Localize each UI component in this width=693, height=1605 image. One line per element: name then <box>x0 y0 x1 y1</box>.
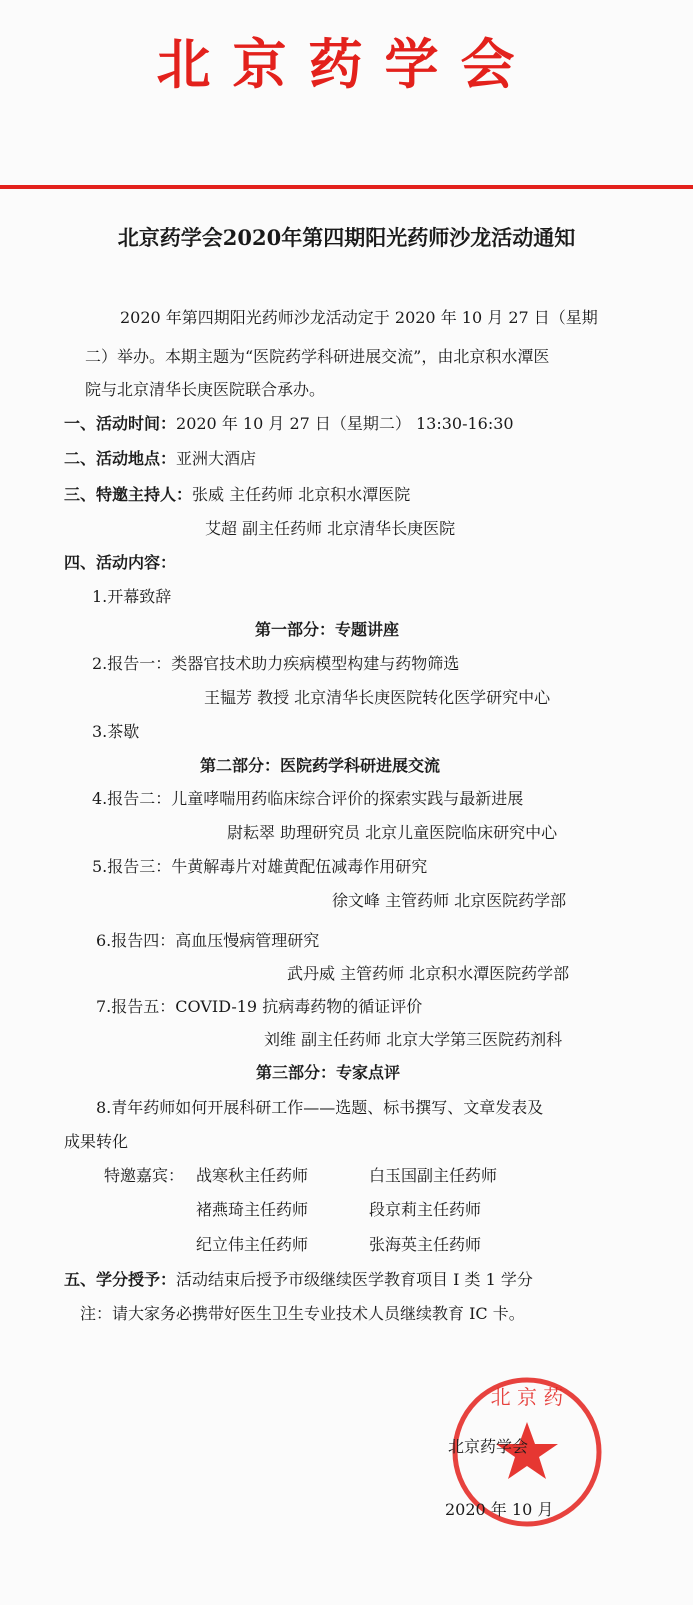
program-item-2-speaker: 王韫芳 教授 北京清华长庚医院转化医学研究中心 <box>204 688 551 707</box>
hosts-label: 三、特邀主持人： <box>64 485 193 504</box>
program-item-2: 2.报告一：类器官技术助力疾病模型构建与药物筛选 <box>92 654 460 673</box>
time-value: 2020 年 10 月 27 日（星期二） 13:30-16:30 <box>176 414 514 433</box>
location-row <box>64 446 256 469</box>
host-1: 张威 主任药师 北京积水潭医院 <box>192 485 411 504</box>
signature-date: 2020 年 10 月 <box>445 1500 554 1519</box>
guest-6: 张海英主任药师 <box>369 1235 482 1254</box>
program-item-5-speaker: 徐文峰 主管药师 北京医院药学部 <box>332 891 567 910</box>
credit-label: 五、学分授予： <box>64 1270 177 1289</box>
letterhead-rule <box>0 185 693 189</box>
guest-1: 战寒秋主任药师 <box>196 1166 309 1185</box>
program-label: 四、活动内容： <box>64 553 177 572</box>
part-3-heading: 第三部分：专家点评 <box>256 1063 401 1082</box>
notice-title: 北京药学会2020年第四期阳光药师沙龙活动通知 <box>117 225 576 250</box>
hosts-row <box>64 482 410 505</box>
program-item-5: 5.报告三：牛黄解毒片对雄黄配伍减毒作用研究 <box>92 857 428 876</box>
guests-label: 特邀嘉宾： <box>104 1166 185 1185</box>
guest-3: 褚燕琦主任药师 <box>196 1200 309 1219</box>
intro-line-1: 2020 年第四期阳光药师沙龙活动定于 2020 年 10 月 27 日（星期 <box>120 308 598 327</box>
time-label: 一、活动时间： <box>64 414 177 433</box>
time-row <box>64 411 514 434</box>
program-item-8-line-1: 8.青年药师如何开展科研工作——选题、标书撰写、文章发表及 <box>96 1098 544 1117</box>
guest-5: 纪立伟主任药师 <box>196 1235 309 1254</box>
note-line: 注：请大家务必携带好医生卫生专业技术人员继续教育 IC 卡。 <box>80 1304 525 1323</box>
guest-4: 段京莉主任药师 <box>369 1200 482 1219</box>
location-label: 二、活动地点： <box>64 449 177 468</box>
part-1-heading: 第一部分：专题讲座 <box>255 620 400 639</box>
intro-line-2: 二）举办。本期主题为“医院药学科研进展交流”，由北京积水潭医 <box>85 347 550 366</box>
part-2-heading: 第二部分：医院药学科研进展交流 <box>200 756 441 775</box>
signature-org: 北京药学会 <box>448 1437 529 1456</box>
credit-value: 活动结束后授予市级继续医学教育项目 I 类 1 学分 <box>176 1270 533 1289</box>
seal-text: 北 京 药 <box>490 1385 564 1409</box>
letterhead: 北京药学会 <box>156 33 537 96</box>
credit-row <box>64 1267 533 1290</box>
program-item-7: 7.报告五：COVID-19 抗病毒药物的循证评价 <box>96 997 423 1016</box>
program-item-6-speaker: 武丹威 主管药师 北京积水潭医院药学部 <box>287 964 570 983</box>
program-item-4: 4.报告二：儿童哮喘用药临床综合评价的探索实践与最新进展 <box>92 789 524 808</box>
program-item-3: 3.茶歇 <box>92 722 140 741</box>
guest-2: 白玉国副主任药师 <box>369 1166 498 1185</box>
location-value: 亚洲大酒店 <box>176 449 257 468</box>
host-2: 艾超 副主任药师 北京清华长庚医院 <box>205 519 456 538</box>
program-item-8-line-2: 成果转化 <box>64 1132 129 1151</box>
program-item-6: 6.报告四：高血压慢病管理研究 <box>96 931 320 950</box>
program-item-7-speaker: 刘维 副主任药师 北京大学第三医院药剂科 <box>264 1030 563 1049</box>
program-item-1: 1.开幕致辞 <box>92 587 172 606</box>
intro-line-3: 院与北京清华长庚医院联合承办。 <box>85 380 326 399</box>
program-item-4-speaker: 尉耘翠 助理研究员 北京儿童医院临床研究中心 <box>227 823 558 842</box>
